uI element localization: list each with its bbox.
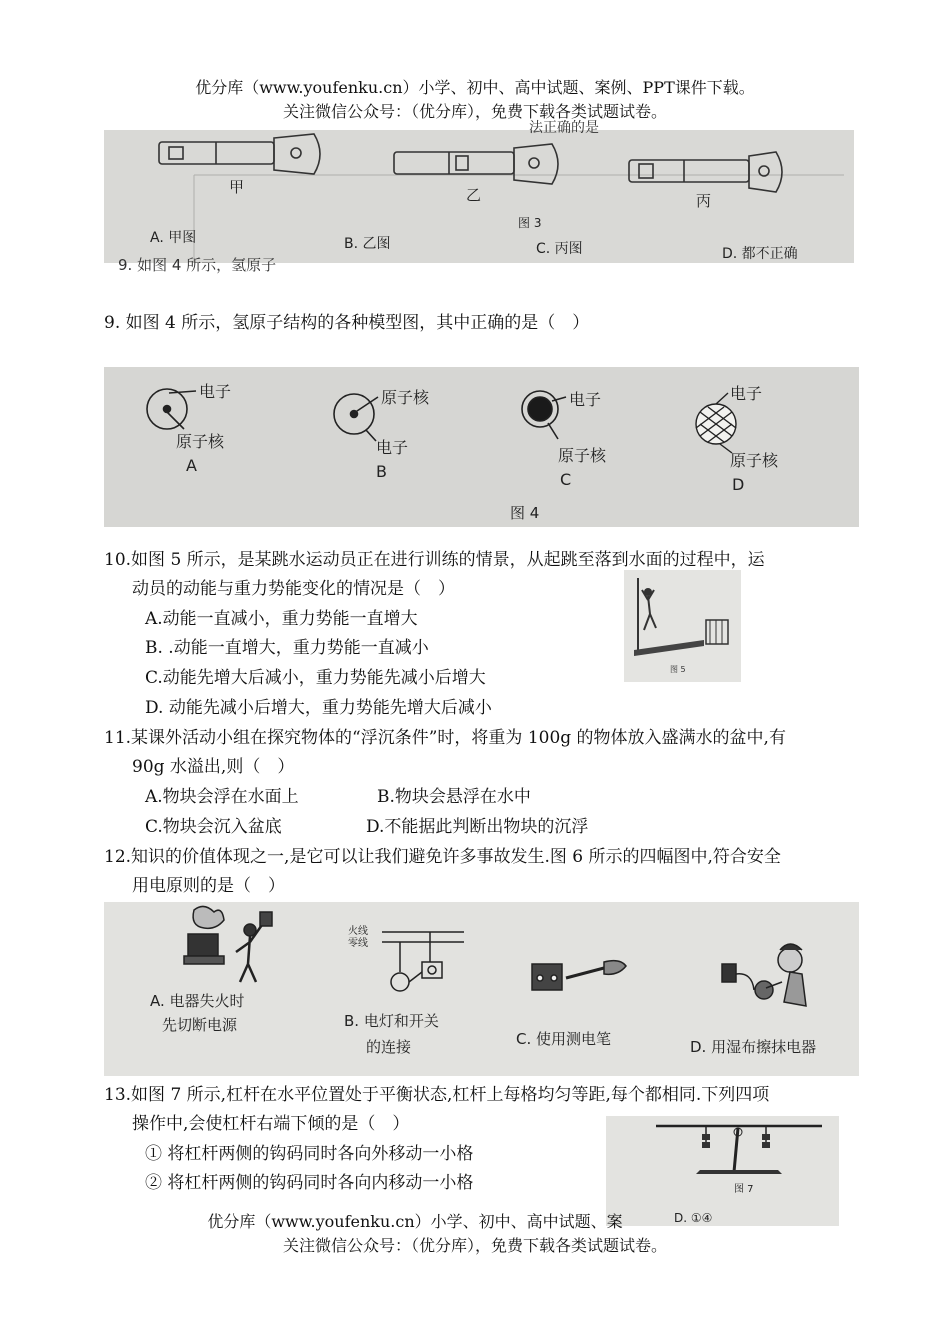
fig6-c-label: C. 使用测电笔 xyxy=(516,1030,612,1048)
fig6-a-label-2: 先切断电源 xyxy=(162,1016,238,1034)
fig6-d-label: D. 用湿布擦抹电器 xyxy=(690,1038,817,1056)
atom-model-c xyxy=(522,391,566,439)
model-d-electron-label: 电子 xyxy=(730,384,763,403)
model-c-nucleus-label: 原子核 xyxy=(558,446,607,465)
q10-option-c: C.动能先增大后减小，重力势能先减小后增大 xyxy=(145,668,486,688)
fig3-option-d: D. 都不正确 xyxy=(722,246,798,262)
fig3-caption: 图 3 xyxy=(518,216,542,230)
fig3-option-c: C. 丙图 xyxy=(536,241,583,257)
fig3-top-text: 法正确的是 xyxy=(529,120,599,136)
fig6-b-label-1: B. 电灯和开关 xyxy=(344,1012,439,1030)
fig6-live-wire-label: 火线 xyxy=(348,926,368,937)
model-a-letter: A xyxy=(186,456,197,475)
fig6-d-illustration xyxy=(722,944,806,1006)
q11-option-b: B.物块会悬浮在水中 xyxy=(377,787,531,807)
model-d-nucleus-label: 原子核 xyxy=(730,451,779,470)
header-line-1: 优分库（www.youfenku.cn）小学、初中、高中试题、案例、PPT课件下载。 xyxy=(195,78,755,97)
q11-option-d: D.不能据此判断出物块的沉浮 xyxy=(366,817,589,837)
figure-3-photo xyxy=(104,120,854,274)
fig6-a-illustration xyxy=(184,906,272,982)
model-c-electron-label: 电子 xyxy=(569,390,602,409)
model-a-electron-label: 电子 xyxy=(199,382,232,401)
footer-line-1: 优分库（www.youfenku.cn）小学、初中、高中试题、案 xyxy=(207,1212,623,1231)
fig3-label-jia: 甲 xyxy=(229,178,245,196)
question-13-line-1: 13.如图 7 所示,杠杆在水平位置处于平衡状态,杠杆上每格均匀等距,每个都相同.下列四项 xyxy=(104,1085,770,1105)
flashlight-bing xyxy=(629,152,782,192)
question-12-line-1: 12.知识的价值体现之一,是它可以让我们避免许多事故发生.图 6 所示的四幅图中,符合安全 xyxy=(104,847,781,867)
fig7-caption: 图 7 xyxy=(734,1184,754,1195)
fig3-label-yi: 乙 xyxy=(466,186,482,204)
question-11-line-1: 11.某课外活动小组在探究物体的“浮沉条件”时，将重为 100g 的物体放入盛满水的盆中,有 xyxy=(104,728,786,748)
fig3-cut-text: 9. 如图 4 所示，氢原子 xyxy=(118,256,277,274)
model-b-nucleus-label: 原子核 xyxy=(381,388,430,407)
question-9: 9. 如图 4 所示，氢原子结构的各种模型图，其中正确的是（ ） xyxy=(104,313,590,333)
atom-model-a xyxy=(147,389,196,429)
header-line-2: 关注微信公众号：（优分库），免费下载各类试题试卷。 xyxy=(282,102,667,121)
model-b-electron-label: 电子 xyxy=(376,438,409,457)
q11-option-a: A.物块会浮在水面上 xyxy=(145,787,299,807)
figure-6-photo xyxy=(104,902,859,1076)
fig3-label-bing: 丙 xyxy=(696,192,712,210)
page-header xyxy=(0,76,950,124)
q13-option-2: ② 将杠杆两侧的钩码同时各向内移动一小格 xyxy=(145,1173,474,1193)
model-b-letter: B xyxy=(376,462,387,481)
fig4-caption: 图 4 xyxy=(510,504,540,522)
figure-5-photo xyxy=(624,570,741,682)
fig3-option-b: B. 乙图 xyxy=(344,236,391,252)
question-10-line-1: 10.如图 5 所示，是某跳水运动员正在进行训练的情景，从起跳至落到水面的过程中，运 xyxy=(104,550,765,570)
flashlight-yi xyxy=(394,144,558,184)
page-footer xyxy=(0,1210,950,1258)
fig6-b-illustration xyxy=(382,932,464,991)
question-11-line-2: 90g 水溢出,则（ ） xyxy=(132,757,295,777)
fig6-a-label-1: A. 电器失火时 xyxy=(150,992,245,1010)
flashlight-jia xyxy=(159,134,320,174)
q13-option-1: ① 将杠杆两侧的钩码同时各向外移动一小格 xyxy=(145,1144,474,1164)
fig3-option-a: A. 甲图 xyxy=(150,230,197,246)
footer-line-2: 关注微信公众号：（优分库），免费下载各类试题试卷。 xyxy=(282,1236,667,1255)
figure-4-photo xyxy=(104,367,859,527)
fig6-c-illustration xyxy=(532,961,626,990)
model-a-nucleus-label: 原子核 xyxy=(176,432,225,451)
atom-model-b xyxy=(334,394,378,441)
q11-option-c: C.物块会沉入盆底 xyxy=(145,817,282,837)
q10-option-b: B. .动能一直增大，重力势能一直减小 xyxy=(145,638,429,658)
question-13-line-2: 操作中,会使杠杆右端下倾的是（ ） xyxy=(132,1114,410,1134)
fig6-neutral-wire-label: 零线 xyxy=(348,938,368,949)
fig5-caption: 图 5 xyxy=(670,665,686,674)
question-10-line-2: 动员的动能与重力势能变化的情况是（ ） xyxy=(132,579,455,599)
q10-option-a: A.动能一直减小，重力势能一直增大 xyxy=(145,609,418,629)
model-c-letter: C xyxy=(560,470,572,489)
fig6-b-label-2: 的连接 xyxy=(366,1038,412,1056)
question-12-line-2: 用电原则的是（ ） xyxy=(132,876,285,896)
fig7-option-d: D. ①④ xyxy=(674,1211,713,1225)
q10-option-d: D. 动能先减小后增大，重力势能先增大后减小 xyxy=(145,698,492,718)
model-d-letter: D xyxy=(732,475,745,494)
